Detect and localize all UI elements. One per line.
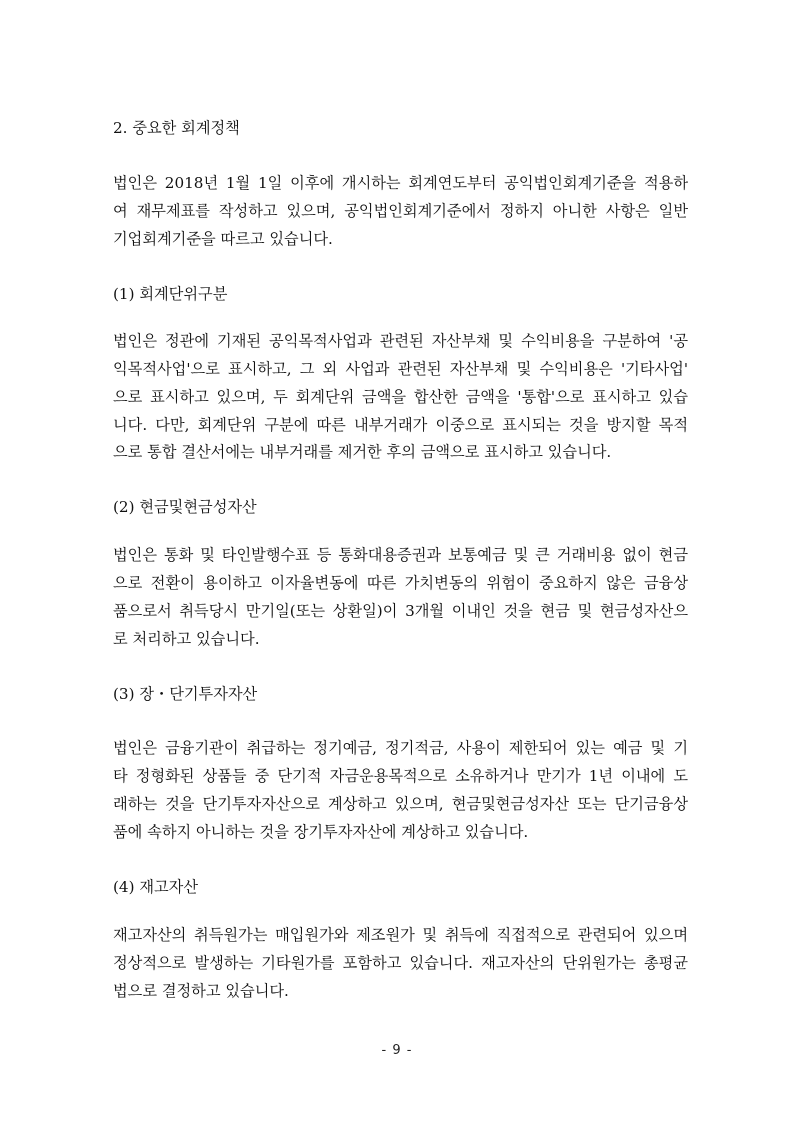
paragraph-line: 으로 전환이 용이하고 이자율변동에 따른 가치변동의 위험이 중요하지 않은 금융상 — [113, 574, 688, 592]
paragraph-line: 법으로 결정하고 있습니다. — [113, 982, 289, 1000]
subsection-heading: (3) 장・단기투자자산 — [113, 685, 258, 703]
subsection-heading: (1) 회계단위구분 — [113, 285, 228, 303]
paragraph-line: 법인은 정관에 기재된 공익목적사업과 관련된 자산부채 및 수익비용을 구분하여 '공 — [113, 332, 688, 350]
paragraph-line: 타 정형화된 상품들 중 단기적 자금운용목적으로 소유하거나 만기가 1년 이내에 도 — [113, 767, 688, 785]
paragraph-line: 품에 속하지 아니하는 것을 장기투자자산에 계상하고 있습니다. — [113, 823, 529, 841]
page-number: - 9 - — [381, 1043, 413, 1058]
paragraph-line: 래하는 것을 단기투자자산으로 계상하고 있으며, 현금및현금성자산 또는 단기금융상 — [113, 795, 688, 813]
section-title: 2. 중요한 회계정책 — [113, 119, 240, 137]
intro-line: 기업회계기준을 따르고 있습니다. — [113, 230, 333, 248]
paragraph-line: 정상적으로 발생하는 기타원가를 포함하고 있습니다. 재고자산의 단위원가는 총평균 — [113, 954, 688, 972]
intro-line: 법인은 2018년 1월 1일 이후에 개시하는 회계연도부터 공익법인회계기준을 적용하 — [113, 174, 688, 192]
paragraph-line: 익목적사업'으로 표시하고, 그 외 사업과 관련된 자산부채 및 수익비용은 '기타사업' — [113, 360, 688, 378]
paragraph-line: 재고자산의 취득원가는 매입원가와 제조원가 및 취득에 직접적으로 관련되어 있으며 — [113, 926, 688, 944]
paragraph-line: 법인은 통화 및 타인발행수표 등 통화대용증권과 보통예금 및 큰 거래비용 없이 현금 — [113, 546, 688, 564]
paragraph-line: 으로 표시하고 있으며, 두 회계단위 금액을 합산한 금액을 '통합'으로 표시하고 있습 — [113, 388, 688, 406]
intro-line: 여 재무제표를 작성하고 있으며, 공익법인회계기준에서 정하지 아니한 사항은 일반 — [113, 202, 688, 220]
subsection-heading: (4) 재고자산 — [113, 878, 199, 896]
paragraph-line: 니다. 다만, 회계단위 구분에 따른 내부거래가 이중으로 표시되는 것을 방지할 목적 — [113, 416, 688, 434]
subsection-heading: (2) 현금및현금성자산 — [113, 498, 257, 516]
paragraph-line: 으로 통합 결산서에는 내부거래를 제거한 후의 금액으로 표시하고 있습니다. — [113, 443, 612, 461]
paragraph-line: 법인은 금융기관이 취급하는 정기예금, 정기적금, 사용이 제한되어 있는 예금 및 기 — [113, 739, 688, 757]
paragraph-line: 로 처리하고 있습니다. — [113, 630, 260, 648]
paragraph-line: 품으로서 취득당시 만기일(또는 상환일)이 3개월 이내인 것을 현금 및 현금성자산으 — [113, 602, 688, 620]
